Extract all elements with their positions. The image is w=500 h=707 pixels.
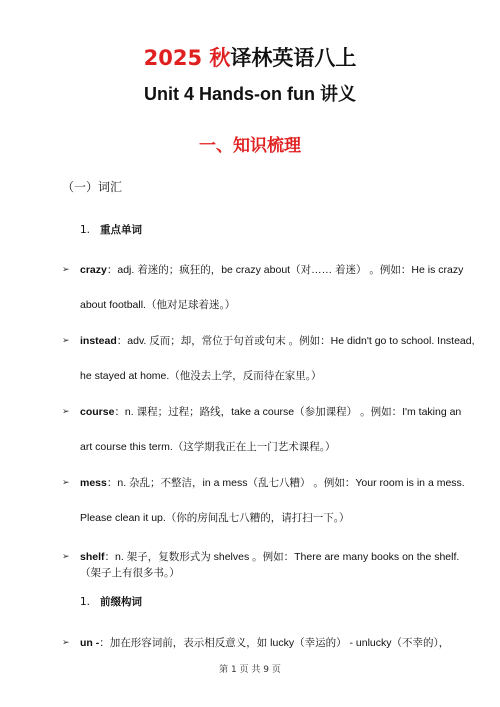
bullet-icon: ➢	[62, 552, 70, 562]
entry-text: ：adj. 着迷的；疯狂的，be crazy about（对…… 着迷） 。例如：He is crazy	[106, 264, 464, 276]
bullet-icon: ➢	[62, 336, 70, 346]
entry-line	[80, 333, 475, 348]
entry-word: course	[80, 406, 115, 418]
entry-line	[80, 549, 459, 564]
list-heading-text: 前缀构词	[100, 596, 143, 608]
subsection-heading: （一）词汇	[62, 180, 123, 194]
entry-word: mess	[80, 477, 107, 489]
entry-word: shelf	[80, 551, 105, 563]
title-year: 2025 秋	[143, 46, 231, 70]
entry-continuation: about football.（他对足球着迷。）	[80, 299, 236, 311]
list-number: 1.	[80, 596, 91, 608]
entry-word: un -	[80, 637, 100, 649]
bullet-icon: ➢	[62, 638, 70, 648]
section-heading: 一、知识梳理	[199, 136, 301, 156]
entry-line	[80, 635, 449, 650]
entry-continuation: he stayed at home.（他没去上学，反而待在家里。）	[80, 370, 322, 382]
bullet-icon: ➢	[62, 478, 70, 488]
entry-line	[80, 262, 463, 277]
entry-continuation: Please clean it up.（你的房间乱七八糟的，请打扫一下。）	[80, 512, 350, 524]
document-subtitle: Unit 4 Hands-on fun 讲义	[144, 84, 356, 104]
entry-continuation: （架子上有很多书。）	[80, 567, 180, 579]
list-heading-key-words	[80, 222, 142, 237]
list-heading-text: 重点单词	[100, 224, 143, 236]
entry-word: crazy	[80, 264, 107, 276]
entry-line	[80, 475, 465, 490]
entry-word: instead	[80, 335, 117, 347]
entry-text: ：adv. 反而；却，常位于句首或句末 。例如：He didn't go to school. Instead,	[116, 335, 475, 347]
entry-line	[80, 404, 461, 419]
entry-text: ：n. 架子，复数形式为 shelves 。例如：There are many books on the shelf.	[104, 551, 460, 563]
entry-continuation: art course this term.（这学期我正在上一门艺术课程。）	[80, 441, 336, 453]
bullet-icon: ➢	[62, 407, 70, 417]
list-number: 1.	[80, 224, 91, 236]
entry-text: ：加在形容词前，表示相反意义，如 lucky（幸运的） - unlucky（不幸的），	[99, 637, 450, 649]
page-footer: 第 1 页 共 9 页	[219, 665, 281, 675]
title-text: 译林英语八上	[230, 46, 357, 70]
list-heading-prefix	[80, 594, 142, 609]
document-title	[0, 42, 500, 72]
entry-text: ：n. 课程；过程；路线，take a course（参加课程） 。例如：I'm taking an	[114, 406, 462, 418]
bullet-icon: ➢	[62, 265, 70, 275]
entry-text: ：n. 杂乱；不整洁，in a mess（乱七八糟） 。例如：Your room is in a mess.	[106, 477, 465, 489]
